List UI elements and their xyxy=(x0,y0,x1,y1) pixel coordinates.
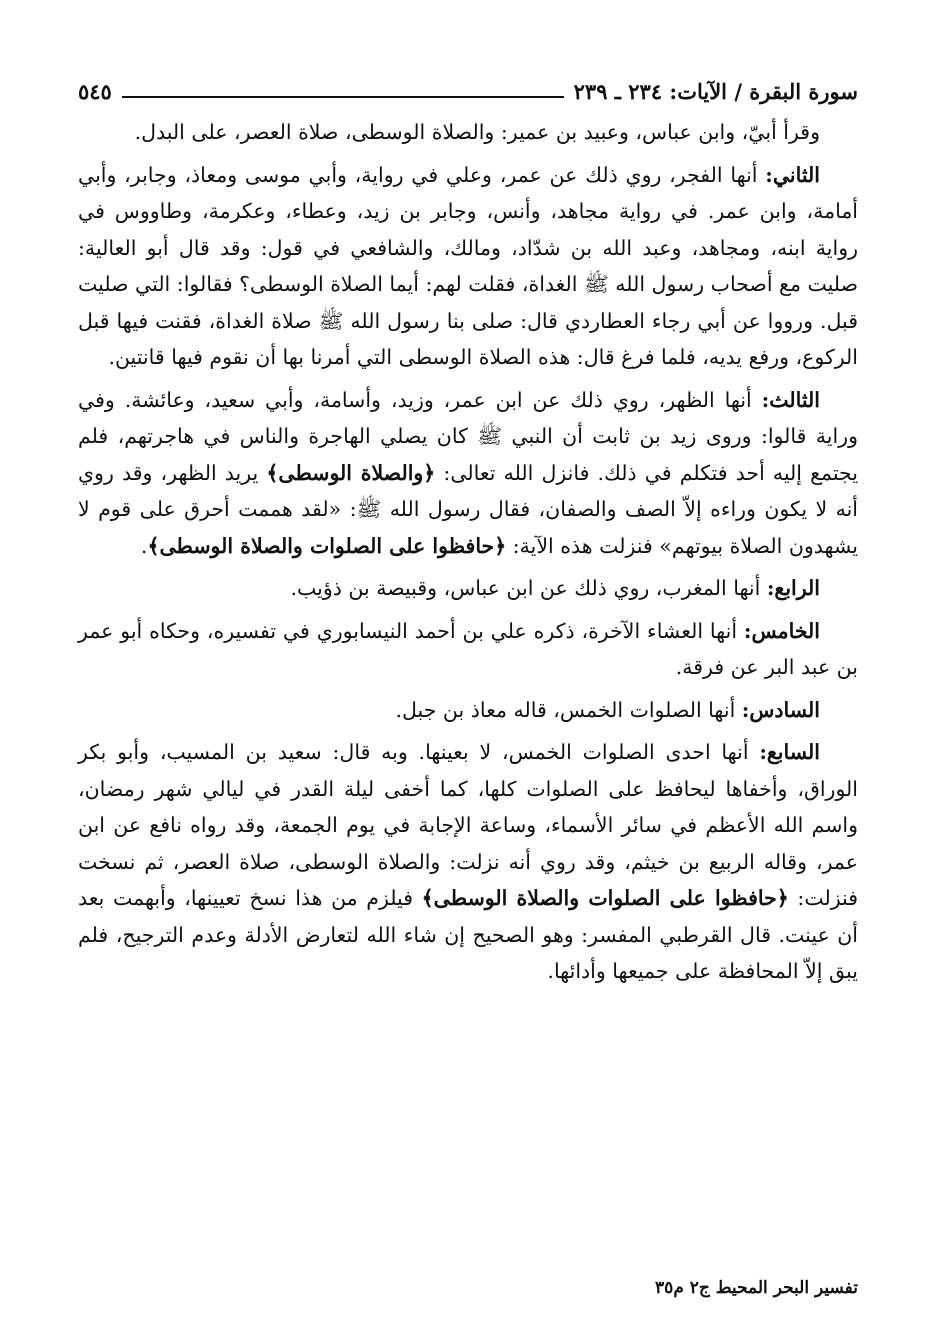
paragraph-text: فيلزم من هذا نسخ تعيينها، وأبهمت بعد أن عينت. قال القرطبي المفسر: وهو الصحيح إن شاء الله لتعارض الأدلة وعدم الترجيح، فلم يبق إلاّ المحافظة على جميعها وأدائها. xyxy=(78,886,858,983)
quran-quote: ﴿حافظوا على الصلوات والصلاة الوسطى﴾ xyxy=(147,533,507,558)
paragraph xyxy=(78,382,858,565)
paragraph-label: الرابع: xyxy=(766,576,820,600)
quran-quote: ﴿حافظوا على الصلوات والصلاة الوسطى﴾ xyxy=(421,886,789,910)
paragraph-text: يريد الظهر، وقد روي أنه لا يكون وراءه إلاّ الصف والصفان، فقال رسول الله ﷺ: «لقد هممت أحرق على قوم لا يشهدون الصلاة بيوتهم» فنزلت هذه الآية: xyxy=(78,460,858,558)
quran-quote: ﴿والصلاة الوسطى﴾ xyxy=(266,460,436,485)
paragraph-label: السابع: xyxy=(759,740,820,764)
paragraph-text: أنها الصلوات الخمس، قاله معاذ بن جبل. xyxy=(395,697,742,722)
page xyxy=(78,72,858,1304)
paragraph-text: أنها احدى الصلوات الخمس، لا بعينها. وبه قال: سعيد بن المسيب، وأبو بكر الوراق، وأخفاها ليحافظ على الصلوات كلها، كما أخفى ليلة القدر في ليالي شهر رمضان، واسم الله الأعظم في سائر الأسماء، وساعة الإجابة في يوم الجمعة، وقد رواه نافع عن ابن عمر، وقاله الربيع بن خيثم، وقد روي أنه نزلت: والصلاة الوسطى، صلاة العصر، ثم نسخت فنزلت: xyxy=(78,740,858,910)
paragraph xyxy=(78,692,858,729)
paragraph xyxy=(78,157,858,376)
paragraph xyxy=(78,613,858,686)
text-body xyxy=(78,114,858,990)
paragraph-label: الثالث: xyxy=(761,387,820,412)
paragraph xyxy=(78,114,858,151)
paragraph-text: أنها الفجر، روي ذلك عن عمر، وعلي في رواية، وأبي موسى ومعاذ، وجابر، وأبي أمامة، وابن عمر. في رواية مجاهد، وأنس، وجابر بن زيد، وعطاء، وعكرمة، وطاووس في رواية ابنه، ومجاهد، وعبد الله بن شدّاد، ومالك، والشافعي في قول: وقد قال أبو العالية: صليت مع أصحاب رسول الله ﷺ الغداة، فقلت لهم: أيما الصلاة الوسطى؟ فقالوا: التي صليت قبل. ورووا عن أبي رجاء العطاردي قال: صلى بنا رسول الله ﷺ صلاة الغداة، فقنت فيها قبل الركوع، ورفع يديه، فلما فرغ قال: هذه الصلاة الوسطى التي أمرنا بها أن نقوم فيها قانتين. xyxy=(78,162,858,369)
paragraph xyxy=(78,734,858,990)
header-rule xyxy=(122,96,564,98)
page-number: ٥٤٥ xyxy=(78,79,112,104)
running-header xyxy=(78,72,858,104)
paragraph-label: الخامس: xyxy=(743,618,820,643)
paragraph-label: السادس: xyxy=(741,697,820,722)
paragraph-text: . xyxy=(140,533,148,558)
paragraph-text: أنها الظهر، روي ذلك عن ابن عمر، وزيد، وأسامة، وأبي سعيد، وعائشة. وفي وراية قالوا: وروى زيد بن ثابت أن النبي ﷺ كان يصلي الهاجرة والناس في هاجرتهم، فلم يجتمع إليه أحد فتكلم في ذلك. فانزل الله تعالى: xyxy=(78,387,858,485)
paragraph-text: أنها العشاء الآخرة، ذكره علي بن أحمد النيسابوري في تفسيره، وحكاه أبو عمر بن عبد البر عن فرقة. xyxy=(78,618,858,679)
paragraph-text: أنها المغرب، روي ذلك عن ابن عباس، وقبيصة بن ذؤيب. xyxy=(290,576,767,600)
paragraph-text: وقرأ أبيّ، وابن عباس، وعبيد بن عمير: والصلاة الوسطى، صلاة العصر، على البدل. xyxy=(134,120,820,144)
paragraph-label: الثاني: xyxy=(765,162,820,187)
footer-signature: تفسير البحر المحيط ج٢ م٣٥ xyxy=(655,1278,858,1298)
paragraph xyxy=(78,570,858,607)
header-title: سورة البقرة / الآيات: ٢٣٤ ـ ٢٣٩ xyxy=(573,79,858,104)
